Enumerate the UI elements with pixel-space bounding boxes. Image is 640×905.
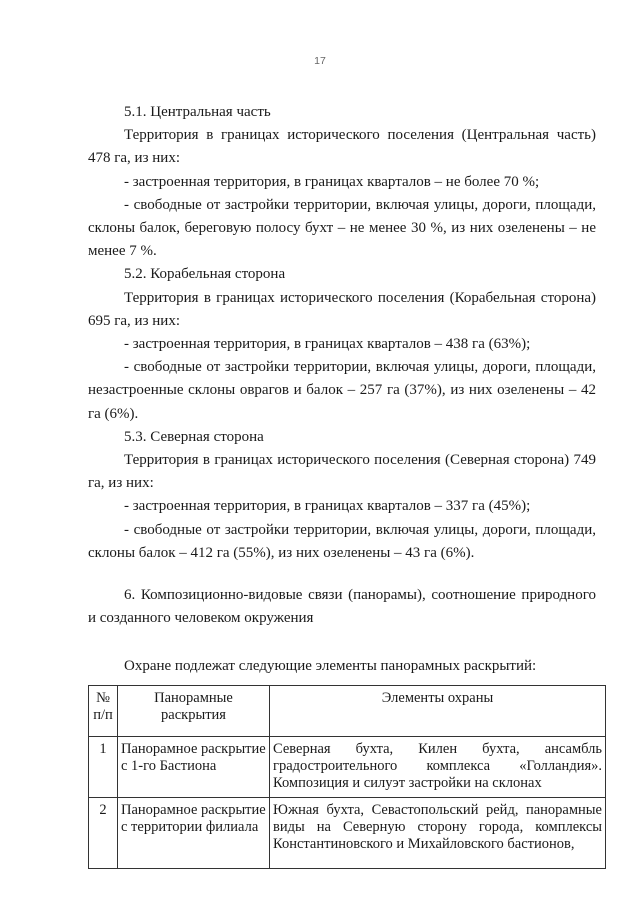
- table-row: [89, 798, 606, 869]
- paragraph: - свободные от застройки территории, включая улицы, дороги, площади, незастроенные склоны оврагов и балок – 257 га (37%), из них озеленены – 42 га (6%).: [88, 359, 596, 422]
- paragraph: - застроенная территория, в границах кварталов – 337 га (45%);: [124, 498, 531, 515]
- cell-elements: Северная бухта, Килен бухта, ансамбль градостроительного комплекса «Голландия». Композиция и силуэт застройки на склонах: [270, 737, 606, 798]
- cell-number: 1: [89, 737, 118, 798]
- table-intro: Охране подлежат следующие элементы панорамных раскрытий:: [124, 658, 537, 675]
- cell-number: 2: [89, 798, 118, 869]
- header-number: № п/п: [89, 686, 118, 737]
- document-body: [88, 101, 596, 679]
- paragraph: Территория в границах исторического поселения (Корабельная сторона) 695 га, из них:: [88, 289, 596, 329]
- header-elements: Элементы охраны: [270, 686, 606, 737]
- page-number: 17: [314, 55, 326, 67]
- section-6-heading: 6. Композиционно-видовые связи (панорамы), соотношение природного и созданного человеком окружения: [88, 587, 596, 627]
- paragraph: - свободные от застройки территории, включая улицы, дороги, площади, склоны балок, береговую полосу бухт – не менее 30 %, из них озеленены – не менее 7 %.: [88, 196, 596, 260]
- paragraph: Территория в границах исторического поселения (Центральная часть) 478 га, из них:: [88, 127, 596, 167]
- section-title: 5.3. Северная сторона: [124, 428, 264, 445]
- table-row: [89, 737, 606, 798]
- cell-panorama: Панорамное раскрытие с 1-го Бастиона: [118, 737, 270, 798]
- paragraph: Территория в границах исторического поселения (Северная сторона) 749 га, из них:: [88, 452, 596, 492]
- cell-elements: Южная бухта, Севастопольский рейд, панорамные виды на Северную сторону города, комплексы Константиновского и Михайловского бастионов,: [270, 798, 606, 869]
- section-title: 5.2. Корабельная сторона: [124, 266, 286, 283]
- paragraph: - свободные от застройки территории, включая улицы, дороги, площади, склоны балок – 412 га (55%), из них озеленены – 43 га (6%).: [88, 521, 596, 561]
- table-header-row: [89, 686, 606, 737]
- panorama-elements-table: [88, 685, 606, 869]
- paragraph: - застроенная территория, в границах кварталов – 438 га (63%);: [124, 336, 531, 353]
- section-title: 5.1. Центральная часть: [124, 104, 271, 120]
- paragraph: - застроенная территория, в границах кварталов – не более 70 %;: [124, 173, 540, 190]
- cell-panorama: Панорамное раскрытие с территории филиала: [118, 798, 270, 869]
- header-panorama: Панорамные раскрытия: [118, 686, 270, 737]
